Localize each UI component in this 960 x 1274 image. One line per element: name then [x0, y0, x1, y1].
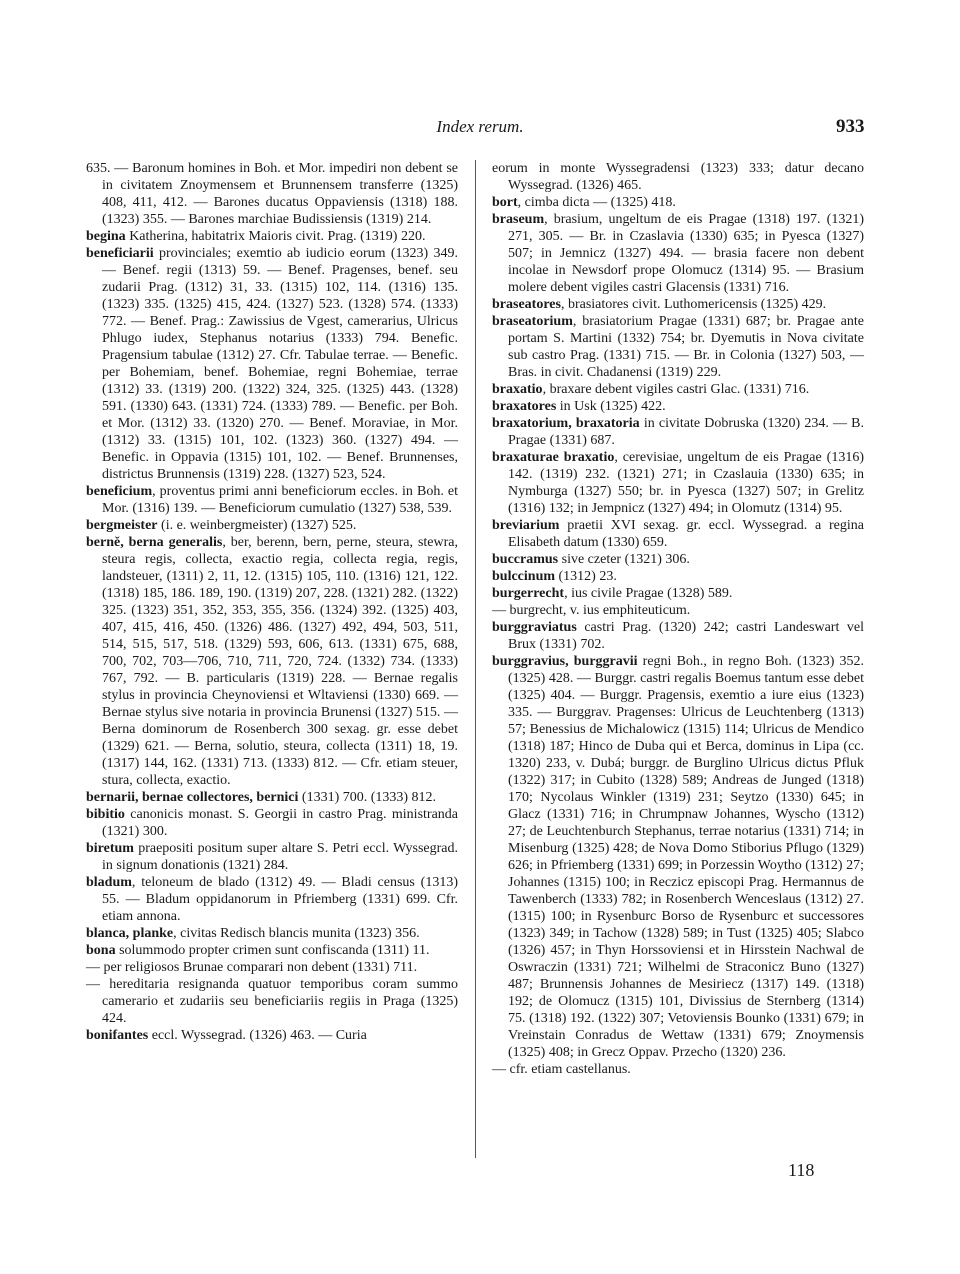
entry-text: , cerevisiae, ungeltum de eis Pragae (1316) 142. (1319) 232. (1321) 271; in Czaslauia (1330) 635; in Nymburga (1327) 550; br. in Pyesca (1327) 507; in Grelitz (1316) 132; in Jempnicz (1327) 494; in Olomutz (1314) 95. [508, 450, 864, 516]
index-entry [492, 449, 864, 517]
entry-text: in civitate Dobruska (1320) 234. — B. Pragae (1331) 687. [508, 416, 865, 448]
index-entry [492, 194, 864, 211]
index-entry [492, 296, 864, 313]
entry-text: (i. e. weinbergmeister) (1327) 525. [157, 518, 357, 533]
index-entry [86, 228, 458, 245]
entry-headword: bona [86, 943, 116, 958]
entry-headword: braxatorium, braxatoria [492, 416, 640, 431]
entry-headword: blanca, planke [86, 926, 174, 941]
entry-text: , brasiatorium Pragae (1331) 687; br. Pragae ante portam S. Martini (1332) 754; br. Dyemutis in Nova civitate sub castro Prag. (1331) 715. — Br. in Colonia (1327) 503, — Bras. in civit. Chadanensi (1319) 229. [508, 314, 864, 380]
entry-headword: buccramus [492, 552, 559, 567]
entry-headword: bergmeister [86, 518, 158, 533]
entry-text: , ber, berenn, bern, perne, steura, stewra, steura regis, collecta, exactio regia, collecta regia, regis, landsteuer, (1311) 2, 11, 12. (1315) 105, 110. (1316) 121, 122. (1318) 185, 186. 189, 190. (1319) 207, 228. (1321) 282. (1322) 325. (1323) 351, 352, 353, 355, 356. (1324) 392. (1325) 403, 407, 415, 416, 450. (1326) 486. (1327) 492, 494, 503, 511, 514, 515, 517, 518. (1329) 593, 606, 613. (1331) 675, 688, 700, 702, 703—706, 710, 711, 720, 724. (1332) 734. (1333) 767, 792. — B. particularis (1319) 228. — Bernae regalis stylus in provincia Cheynoviensi et Wltaviensi (1330) 669. — Bernae stylus sive notaria in provincia Brunensi (1327) 515. — Berna dominorum de Rosenberch 300 sexag. gr. esse debet (1329) 621. — Berna, solutio, steura, collecta (1311) 18, 19. (1317) 144, 162. (1331) 713. (1333) 812. — Cfr. etiam steuer, stura, collecta, exactio. [102, 535, 459, 788]
entry-text: eccl. Wyssegrad. (1326) 463. — Curia [148, 1028, 367, 1043]
entry-text: , braxare debent vigiles castri Glac. (1331) 716. [542, 382, 810, 397]
entry-headword: braseum [492, 212, 545, 227]
index-entry [492, 602, 864, 619]
index-entry [492, 653, 864, 1061]
entry-text: regni Boh., in regno Boh. (1323) 352. (1325) 428. — Burggr. castri regalis Boemus tantum esse debet (1325) 404. — Burggr. Pragensis, exemtio a iure eius (1323) 335. — Burggrav. Pragenses: Ulricus de Leuchtenberg (1313) 57; Benessius de Michalowicz (1315) 114; Ulricus de Mendico (1318) 187; Hinco de Duba qui et Berca, dominus in Lipa (cc. 1320) 233, v. Dubá; burggr. de Burglino Ulricus dictus Pfluk (1322) 317; in Cubito (1328) 589; Andreas de Junged (1318) 170; Nycolaus Winkler (1319) 231; Seytzo (1330) 645; in Glacz (1331) 716; in Chrumpnaw Johannes, Wyscho (1312) 27; de Leuchtenburch Stephanus, terrae notarius (1331) 714; in Misenburg (1325) 428; de Nova Domo Stiborius Pflugo (1329) 626; in Pfriemberg (1331) 699; in Porzessin Woytho (1312) 27; Johannes (1315) 100; in Reczicz episcopi Prag. Hermannus de Tawenberch (1333) 782; in Rosenberch Wenceslaus (1312) 27. (1315) 100; in Rysenburc Borso de Rysenburc et successores (1323) 349; in Tachow (1328) 589; in Tust (1325) 405; Slabco (1326) 457; in Thyn Horssoviensi et in Hirsstein Nachwal de Oswraczin (1331) 721; Wilhelmi de Straconicz Buno (1327) 487; Brunnensis Johannes de Mesiriecz (1317) 149. (1318) 192; de Olomucz (1315) 101, Divissius de Sternberg (1314) 75. (1318) 192. (1322) 307; Vetoviensis Bounko (1331) 679; in Vreinstain Conradus de Wettaw (1331) 679; Znoymensis (1325) 408; in Grecz Oppav. Przecho (1320) 236. [508, 654, 865, 1060]
entry-text: — cfr. etiam castellanus. [492, 1062, 631, 1077]
index-entry [86, 806, 458, 840]
entry-text: praepositi positum super altare S. Petri eccl. Wyssegrad. in signum donationis (1321) 284. [102, 841, 458, 873]
index-entry [492, 381, 864, 398]
index-entry [86, 245, 458, 483]
entry-text: (1312) 23. [555, 569, 617, 584]
entry-text: — hereditaria resignanda quatuor temporibus coram summo camerario et zudariis seu beneficiariis regiis in Praga (1325) 424. [86, 977, 458, 1026]
entry-headword: berně, berna generalis [86, 535, 223, 550]
entry-text: Katherina, habitatrix Maioris civit. Prag. (1319) 220. [125, 229, 426, 244]
index-entry [492, 517, 864, 551]
index-entry [86, 976, 458, 1027]
index-entry [86, 789, 458, 806]
index-entry [492, 160, 864, 194]
entry-headword: burggraviatus [492, 620, 577, 635]
index-entry [86, 959, 458, 976]
entry-text: in Usk (1325) 422. [556, 399, 666, 414]
entry-text: solummodo propter crimen sunt confiscanda (1311) 11. [115, 943, 430, 958]
index-entry [86, 160, 458, 228]
index-entry [492, 619, 864, 653]
entry-text: castri Prag. (1320) 242; castri Landeswart vel Brux (1331) 702. [508, 620, 864, 652]
entry-headword: beneficium [86, 484, 153, 499]
entry-text: , cimba dicta — (1325) 418. [517, 195, 676, 210]
entry-headword: breviarium [492, 518, 560, 533]
entry-text: , civitas Redisch blancis munita (1323) 356. [173, 926, 420, 941]
index-entry [86, 925, 458, 942]
entry-headword: begina [86, 229, 126, 244]
sheet-number: 118 [788, 1160, 815, 1180]
entry-headword: braseatores [492, 297, 561, 312]
entry-text: — burgrecht, v. ius emphiteuticum. [492, 603, 691, 618]
entry-text: , brasium, ungeltum de eis Pragae (1318) 197. (1321) 271, 305. — Br. in Czaslavia (1330) 635; in Pyesca (1327) 507; in Jemnicz (1327) 494. — brasia facere non debent incolae in Newsdorf prope Olomucz (1314) 95. — Brasium molere debent vigiles castri Glacensis (1331) 716. [508, 212, 864, 295]
entry-headword: bernarii, bernae collectores, bernici [86, 790, 299, 805]
entry-headword: bibitio [86, 807, 125, 822]
page-number: 933 [836, 116, 865, 137]
left-column [86, 160, 458, 1044]
entry-headword: braxaturae braxatio [492, 450, 615, 465]
running-head: Index rerum. [436, 117, 524, 136]
entry-headword: beneficiarii [86, 246, 154, 261]
entry-headword: bladum [86, 875, 132, 890]
index-entry [492, 1061, 864, 1078]
entry-text: , ius civile Pragae (1328) 589. [564, 586, 733, 601]
entry-headword: biretum [86, 841, 134, 856]
entry-text: — per religiosos Brunae comparari non debent (1331) 711. [86, 960, 418, 975]
entry-headword: bonifantes [86, 1028, 149, 1043]
entry-headword: bort [492, 195, 518, 210]
entry-text: provinciales; exemtio ab iudicio eorum (1323) 349. — Benef. regii (1313) 59. — Benef. Pragenses, benef. seu zudarii Prag. (1312) 31, 33. (1315) 102, 114. (1316) 135. (1323) 335. (1325) 415, 424. (1327) 523. (1328) 574. (1333) 772. — Benef. Prag.: Zawissius de Vgest, camerarius, Ulricus Phlugo iudex, Stephanus notarius (1333) 794. Benefic. Pragensium tabulae (1312) 27. Cfr. Tabulae terrae. — Benefic. per Bohemiam, benef. Bohemiae, regni Bohemiae, terrae (1312) 33. (1319) 200. (1322) 324, 325. (1325) 443. (1328) 591. (1330) 643. (1331) 724. (1333) 789. — Benefic. per Boh. et Mor. (1312) 33. (1320) 270. — Benef. Moraviae, in Mor. (1312) 33. (1315) 101, 102. (1323) 360. (1327) 494. — Benefic. in Oppavia (1315) 101, 102. — Benef. Brunnenses, districtus Brunnensis (1319) 228. (1327) 523, 524. [102, 246, 458, 482]
index-entry [86, 942, 458, 959]
index-entry [492, 415, 864, 449]
entry-text: sive czeter (1321) 306. [558, 552, 690, 567]
index-entry [492, 585, 864, 602]
index-entry [492, 398, 864, 415]
entry-headword: braxatio [492, 382, 543, 397]
index-entry [86, 534, 458, 789]
index-entry [86, 874, 458, 925]
index-entry [492, 568, 864, 585]
index-entry [86, 1027, 458, 1044]
entry-text: , proventus primi anni beneficiorum eccles. in Boh. et Mor. (1316) 139. — Beneficiorum cumulatio (1327) 538, 539. [102, 484, 458, 516]
right-column [492, 160, 864, 1078]
entry-headword: burggravius, burggravii [492, 654, 638, 669]
index-entry [492, 211, 864, 296]
column-divider [475, 160, 476, 1158]
index-entry [492, 313, 864, 381]
entry-headword: burgerrecht [492, 586, 565, 601]
entry-headword: braseatorium [492, 314, 573, 329]
entry-headword: bulccinum [492, 569, 556, 584]
entry-text: praetii XVI sexag. gr. eccl. Wyssegrad. a regina Elisabeth datum (1330) 659. [508, 518, 864, 550]
index-entry [86, 483, 458, 517]
entry-text: (1331) 700. (1333) 812. [298, 790, 437, 805]
index-entry [86, 840, 458, 874]
entry-text: 635. — Baronum homines in Boh. et Mor. impediri non debent se in civitatem Znoymensem et Brunnensem transferre (1325) 408, 411, 412. — Barones ducatus Oppaviensis (1318) 188. (1323) 355. — Barones marchiae Budissiensis (1319) 214. [86, 161, 458, 227]
entry-text: eorum in monte Wyssegradensi (1323) 333; datur decano Wyssegrad. (1326) 465. [492, 161, 864, 193]
entry-headword: braxatores [492, 399, 557, 414]
index-entry [492, 551, 864, 568]
entry-text: , brasiatores civit. Luthomericensis (1325) 429. [560, 297, 827, 312]
entry-text: canonicis monast. S. Georgii in castro Prag. ministranda (1321) 300. [102, 807, 458, 839]
index-entry [86, 517, 458, 534]
entry-text: , teloneum de blado (1312) 49. — Bladi census (1313) 55. — Bladum oppidanorum in Pfriemberg (1331) 699. Cfr. etiam annona. [102, 875, 458, 924]
